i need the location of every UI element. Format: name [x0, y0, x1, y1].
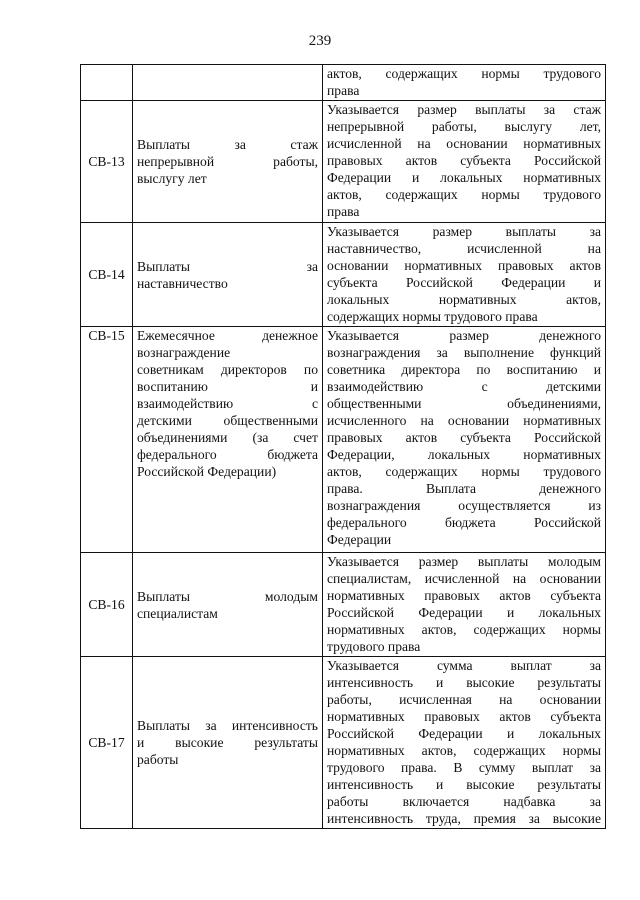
text-line: Российской Федерации и локальных [327, 605, 601, 620]
table-row [81, 223, 606, 327]
text-line: Российской Федерации) [137, 464, 277, 479]
text-line: нормативных актов, содержащих нормы [327, 743, 601, 758]
text-line: исчисленной на основании нормативных [327, 136, 601, 151]
text-line: трудового права [327, 639, 421, 654]
text-line: актов, содержащих нормы трудового [327, 66, 601, 81]
text-line: нормативных актов, содержащих нормы [327, 622, 601, 637]
table-row [81, 553, 606, 657]
text-line: нормативных правовых актов субъекта [327, 588, 601, 603]
text-line: детскими общественными [137, 413, 318, 428]
row-code [81, 65, 133, 101]
text-line: Указывается сумма выплат за [327, 658, 601, 673]
row-name [133, 65, 323, 101]
text-line: правовых актов субъекта Российской [327, 430, 601, 445]
row-code: СВ-14 [81, 223, 133, 327]
text-line: Указывается размер выплаты за [327, 224, 601, 239]
text-line: специалистам, исчисленной на основании [327, 571, 601, 586]
text-line: непрерывной работы, выслугу лет, [327, 119, 601, 134]
text-line: Выплаты за стаж [137, 137, 318, 152]
text-line: Выплаты за интенсивность [137, 718, 318, 733]
text-line: советника директора по воспитанию и [327, 362, 601, 377]
row-description [323, 657, 606, 829]
text-line: Указывается размер выплаты за стаж [327, 102, 601, 117]
text-line: интенсивность и высокие результаты [327, 777, 601, 792]
row-description [323, 101, 606, 223]
text-line: Федерации [327, 532, 392, 547]
text-line: права [327, 204, 360, 219]
page-number: 239 [308, 33, 332, 49]
text-line: Федерации и локальных нормативных [327, 170, 601, 185]
text-line: общественными объединениями, [327, 396, 601, 411]
row-code: СВ-15 [81, 327, 133, 553]
row-description [323, 65, 606, 101]
text-line: нормативных правовых актов субъекта [327, 709, 601, 724]
text-line: непрерывной работы, [137, 154, 318, 169]
table-row [81, 101, 606, 223]
text-line: воспитанию и [137, 379, 318, 394]
row-name [133, 553, 323, 657]
text-line: объединениями (за счет [137, 430, 318, 445]
text-line: Ежемесячное денежное [137, 328, 318, 343]
row-name [133, 101, 323, 223]
text-line: локальных нормативных актов, [327, 292, 601, 307]
text-line: Указывается размер денежного [327, 328, 601, 343]
text-line: субъекта Российской Федерации и [327, 275, 601, 290]
row-name [133, 657, 323, 829]
row-code: СВ-17 [81, 657, 133, 829]
row-description [323, 553, 606, 657]
row-description [323, 223, 606, 327]
text-line: работы, исчисленная на основании [327, 692, 601, 707]
text-line: выслугу лет [137, 171, 207, 186]
text-line: вознаграждения за выполнение функций [327, 345, 601, 360]
text-line: работы [137, 752, 179, 767]
text-line: федерального бюджета Российской [327, 515, 601, 530]
text-line: интенсивность труда, премия за высокие [327, 811, 601, 826]
text-line: вознаграждение [137, 345, 231, 360]
text-line: содержащих нормы трудового права [327, 309, 538, 324]
table-row [81, 65, 606, 101]
row-name [133, 327, 323, 553]
text-line: взаимодействию с [137, 396, 318, 411]
table-row [81, 327, 606, 553]
text-line: права [327, 83, 360, 98]
text-line: федерального бюджета [137, 447, 318, 462]
text-line: Указывается размер выплаты молодым [327, 554, 601, 569]
text-line: вознаграждения осуществляется из [327, 498, 601, 513]
text-line: Федерации, локальных нормативных [327, 447, 601, 462]
text-line: права. Выплата денежного [327, 481, 601, 496]
text-line: наставничество, исчисленной на [327, 241, 601, 256]
row-name [133, 223, 323, 327]
row-description [323, 327, 606, 553]
text-line: Российской Федерации и локальных [327, 726, 601, 741]
text-line: трудового права. В сумму выплат за [327, 760, 601, 775]
text-line: взаимодействию с детскими [327, 379, 601, 394]
text-line: специалистам [137, 605, 218, 621]
text-line: советникам директоров по [137, 362, 318, 377]
text-line: наставничество [137, 275, 228, 291]
text-line: актов, содержащих нормы трудового [327, 464, 601, 479]
text-line: и высокие результаты [137, 735, 318, 750]
text-line: правовых актов субъекта Российской [327, 153, 601, 168]
text-line: исчисленного на основании нормативных [327, 413, 601, 428]
payments-table [80, 64, 606, 829]
text-line: актов, содержащих нормы трудового [327, 187, 601, 202]
text-line: Выплаты за [137, 258, 318, 274]
text-line: основании нормативных правовых актов [327, 258, 601, 273]
table-row [81, 657, 606, 829]
text-line: Выплаты молодым [137, 588, 318, 604]
text-line: интенсивность и высокие результаты [327, 675, 601, 690]
text-line: работы включается надбавка за [327, 794, 601, 809]
row-code: СВ-16 [81, 553, 133, 657]
row-code: СВ-13 [81, 101, 133, 223]
